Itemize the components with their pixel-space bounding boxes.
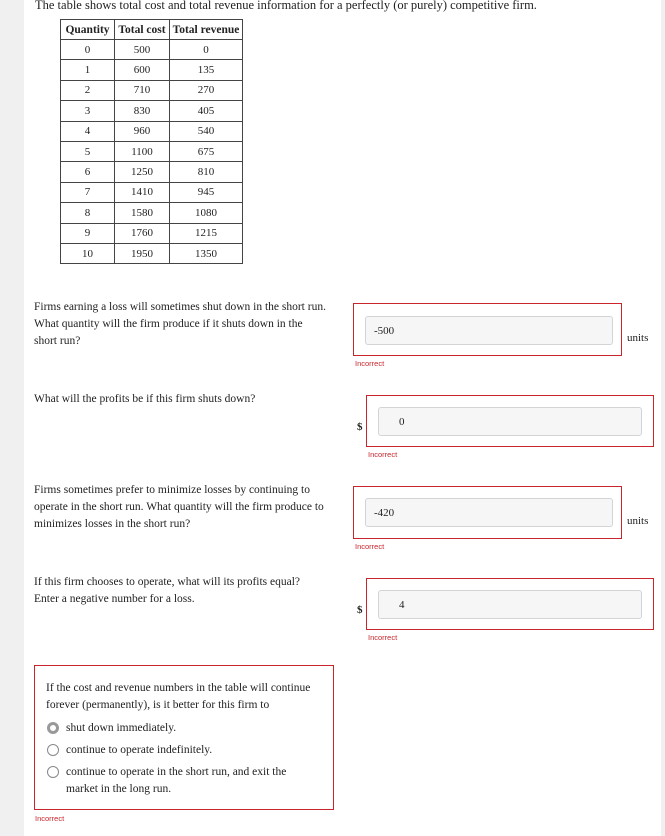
input-value: 4 (399, 599, 405, 611)
question-1-text: Firms earning a loss will sometimes shut down in the short run. What quantity will the firm produce if it shuts down in the short run? (34, 301, 326, 347)
cell-total-revenue: 270 (170, 80, 243, 100)
cell-total-cost: 1760 (115, 223, 170, 243)
cell-total-cost: 960 (115, 121, 170, 141)
table-row (61, 121, 243, 141)
profit-shutdown-input[interactable] (378, 407, 642, 436)
cell-total-revenue: 405 (170, 101, 243, 121)
question-4-text: If this firm chooses to operate, what will its profits equal? Enter a negative number for a loss. (34, 576, 301, 605)
cell-total-revenue: 675 (170, 141, 243, 161)
quantity-shutdown-input[interactable] (365, 316, 613, 345)
profit-operate-input[interactable] (378, 590, 642, 619)
units-label: units (627, 332, 649, 344)
cell-total-cost: 1950 (115, 243, 170, 263)
input-value: -420 (374, 507, 395, 519)
cell-quantity: 2 (61, 80, 115, 100)
radio-button[interactable] (47, 766, 59, 778)
answer-box-4 (366, 578, 654, 630)
mc-prompt: If the cost and revenue numbers in the table will continue forever (permanently), is it better for this firm to (46, 682, 311, 711)
cell-total-revenue: 945 (170, 182, 243, 202)
dollar-sign: $ (357, 421, 363, 433)
cell-total-revenue: 540 (170, 121, 243, 141)
table-row (61, 223, 243, 243)
option-operate-indefinitely[interactable] (46, 742, 326, 759)
cell-total-cost: 1100 (115, 141, 170, 161)
cell-total-cost: 500 (115, 40, 170, 60)
feedback-incorrect: Incorrect (35, 814, 65, 823)
right-scroll-edge (661, 0, 665, 836)
option-shut-down[interactable] (46, 720, 326, 737)
table-row (61, 141, 243, 161)
cell-total-revenue: 1215 (170, 223, 243, 243)
cell-quantity: 6 (61, 162, 115, 182)
units-label: units (627, 515, 649, 527)
question-3-text: Firms sometimes prefer to minimize losses by continuing to operate in the short run. What quantity will the firm produce to minimizes losses in the short run? (34, 484, 324, 530)
cell-total-revenue: 135 (170, 60, 243, 80)
radio-button-selected[interactable] (47, 722, 59, 734)
cell-total-revenue: 1080 (170, 203, 243, 223)
table-header-row (61, 20, 243, 40)
cell-total-revenue: 0 (170, 40, 243, 60)
option-label: shut down immediately. (66, 722, 177, 734)
answer-box-2 (366, 395, 654, 447)
cost-revenue-table (60, 19, 243, 264)
table-row (61, 203, 243, 223)
answer-box-1 (353, 303, 622, 356)
feedback-incorrect: Incorrect (355, 542, 385, 551)
left-gutter (0, 0, 24, 836)
cell-quantity: 9 (61, 223, 115, 243)
cell-total-cost: 830 (115, 101, 170, 121)
quantity-operate-input[interactable] (365, 498, 613, 527)
cell-quantity: 8 (61, 203, 115, 223)
cell-total-revenue: 810 (170, 162, 243, 182)
cell-total-cost: 710 (115, 80, 170, 100)
table-row (61, 182, 243, 202)
table-row (61, 162, 243, 182)
option-label: continue to operate in the short run, and exit the market in the long run. (66, 766, 287, 795)
cell-total-revenue: 1350 (170, 243, 243, 263)
table-row (61, 60, 243, 80)
cell-quantity: 0 (61, 40, 115, 60)
cell-quantity: 7 (61, 182, 115, 202)
header-total-cost: Total cost (115, 20, 170, 40)
cell-quantity: 3 (61, 101, 115, 121)
cell-quantity: 10 (61, 243, 115, 263)
cell-quantity: 1 (61, 60, 115, 80)
table-row (61, 40, 243, 60)
cell-quantity: 5 (61, 141, 115, 161)
question-2-text: What will the profits be if this firm shuts down? (34, 393, 256, 405)
option-label: continue to operate indefinitely. (66, 744, 213, 756)
option-operate-then-exit[interactable] (46, 764, 326, 798)
input-value: 0 (399, 416, 405, 428)
multiple-choice-box (34, 665, 334, 810)
answer-box-3 (353, 486, 622, 539)
header-total-revenue: Total revenue (170, 20, 243, 40)
table-row (61, 243, 243, 263)
dollar-sign: $ (357, 604, 363, 616)
intro-text: The table shows total cost and total revenue information for a perfectly (or purely) competitive firm. (35, 0, 537, 12)
cell-quantity: 4 (61, 121, 115, 141)
table-row (61, 80, 243, 100)
feedback-incorrect: Incorrect (368, 633, 398, 642)
cell-total-cost: 1250 (115, 162, 170, 182)
cell-total-cost: 1580 (115, 203, 170, 223)
feedback-incorrect: Incorrect (355, 359, 385, 368)
cell-total-cost: 600 (115, 60, 170, 80)
table-row (61, 101, 243, 121)
cell-total-cost: 1410 (115, 182, 170, 202)
radio-button[interactable] (47, 744, 59, 756)
input-value: -500 (374, 325, 395, 337)
feedback-incorrect: Incorrect (368, 450, 398, 459)
header-quantity: Quantity (61, 20, 115, 40)
